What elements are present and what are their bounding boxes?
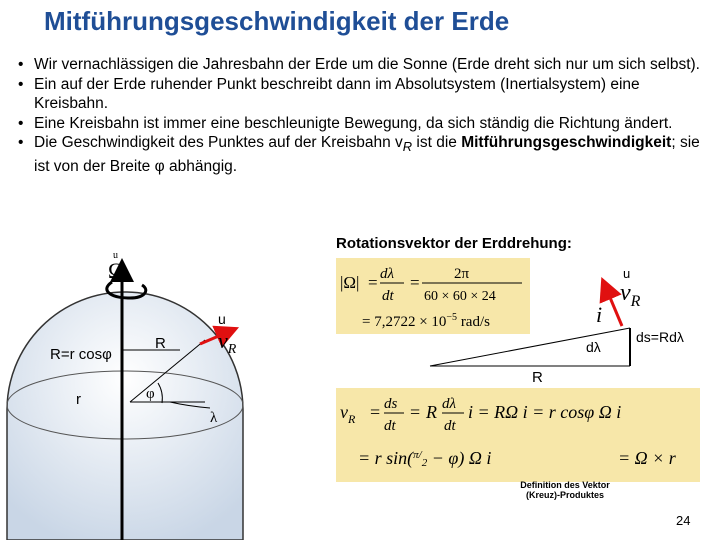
- omega-label: Ω: [108, 258, 125, 283]
- bullet-text: Ein auf der Erde ruhender Punkt beschreibt dann im Absolutsystem (Inertialsystem) eine Kreisbahn.: [34, 75, 640, 112]
- rotation-vector-label: Rotationsvektor der Erddrehung:: [336, 235, 572, 252]
- bullet-list: [14, 55, 704, 176]
- R-cos-label: R=r cosφ: [50, 346, 112, 363]
- sine-expression: = r $\sin(^\pi/_2 - \varphi)$ Ω i: [358, 448, 492, 469]
- slide-title: Mitführungsgeschwindigkeit der Erde: [44, 6, 510, 36]
- two-pi-num: 2π: [454, 266, 470, 282]
- bullet-item: • Eine Kreisbahn ist immer eine beschleunigte Bewegung, da sich ständig die Richtung ändert.: [18, 114, 673, 132]
- eq-sign: =: [410, 273, 420, 292]
- bullet-text: Die Geschwindigkeit des Punktes auf der Kreisbahn v: [34, 134, 403, 151]
- cross-product: = Ω × r: [618, 448, 676, 468]
- phi-label: φ: [146, 386, 155, 402]
- i-label: i: [596, 302, 603, 327]
- R-label: R: [155, 335, 166, 352]
- omega-abs: |Ω|: [340, 273, 360, 292]
- sphere-body: [7, 292, 243, 540]
- bullet-text: ; sie ist von der Breite φ abhängig.: [34, 134, 700, 175]
- arc-length-diagram: [420, 262, 710, 387]
- dt-den: dt: [382, 288, 394, 304]
- R-label: R: [532, 369, 543, 386]
- page-number: 24: [676, 513, 691, 528]
- seconds-den: 60 × 60 × 24: [424, 289, 496, 304]
- u-mark: u: [218, 311, 226, 327]
- omega-hat: u: [113, 250, 118, 261]
- eq-sign: =: [410, 402, 421, 422]
- vR-label: $v_R$: [218, 328, 237, 357]
- bullet-item: • Ein auf der Erde ruhender Punkt beschreibt dann im Absolutsystem (Inertialsystem) eine Kreisbahn.: [18, 75, 640, 112]
- dlambda-label: dλ: [586, 339, 601, 355]
- eq-sign: =: [370, 402, 381, 422]
- bullet-text: Eine Kreisbahn ist immer eine beschleunigte Bewegung, da sich ständig die Richtung ändert.: [34, 114, 673, 132]
- u-mark: u: [623, 266, 631, 281]
- velocity-expansion: i = RΩ i = r cosφ Ω i: [468, 402, 622, 422]
- earth-sphere-diagram: [0, 240, 320, 540]
- r-label: r: [76, 391, 81, 408]
- vR-label: $v_R$: [620, 280, 641, 310]
- velocity-formula: [336, 388, 700, 482]
- omega-value: = $7,2722 \times 10^{-5}$ rad/s: [362, 312, 490, 330]
- velocity-formula-box: [336, 388, 700, 482]
- R-factor: R: [426, 402, 437, 422]
- dt-den: dt: [384, 418, 396, 434]
- bullet-subscript: R: [402, 139, 413, 155]
- lambda-label: λ: [210, 410, 218, 426]
- bullet-item: • Die Geschwindigkeit des Punktes auf der Kreisbahn $v_R$ ist die Mitführungsgeschwindigkeit; sie ist von der Breite φ abhängig.: [18, 134, 700, 175]
- eq-sign: =: [368, 273, 378, 292]
- dt-den: dt: [444, 418, 456, 434]
- bullet-text: ist die: [412, 134, 462, 151]
- cross-product-caption: Definition des Vektor (Kreuz)-Produktes: [520, 480, 610, 500]
- dlambda-num: dλ: [442, 396, 456, 412]
- ds-label: ds=Rdλ: [636, 329, 684, 345]
- bullet-bold-term: Mitführungsgeschwindigkeit: [461, 134, 672, 151]
- dlambda-num: dλ: [380, 266, 394, 282]
- ds-num: ds: [384, 396, 398, 412]
- bullet-text: Wir vernachlässigen die Jahresbahn der Erde um die Sonne (Erde dreht sich nur um sich selbst).: [34, 56, 700, 73]
- vR-lhs: $v_R$: [340, 402, 356, 426]
- bullet-item: • Wir vernachlässigen die Jahresbahn der Erde um die Sonne (Erde dreht sich nur um sich selbst).: [18, 56, 700, 73]
